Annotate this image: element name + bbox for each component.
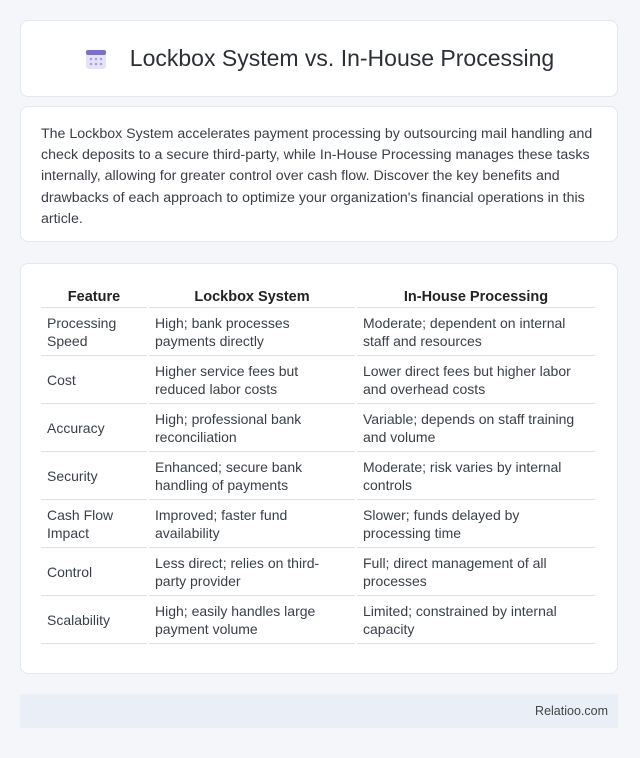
- calendar-icon: [84, 47, 108, 71]
- table-row: [41, 452, 595, 500]
- lockbox-cell: Higher service fees but reduced labor costs: [149, 356, 355, 404]
- lockbox-cell: Less direct; relies on third-party provider: [149, 548, 355, 596]
- table-row: [41, 548, 595, 596]
- inhouse-cell: Moderate; dependent on internal staff and resources: [357, 308, 595, 356]
- table-row: [41, 308, 595, 356]
- table-row: [41, 596, 595, 644]
- table-header-row: [41, 284, 595, 308]
- intro-card: [20, 106, 618, 242]
- comparison-table: [39, 284, 597, 644]
- feature-cell: Accuracy: [41, 404, 147, 452]
- header-lockbox: Lockbox System: [149, 284, 355, 308]
- lockbox-cell: High; bank processes payments directly: [149, 308, 355, 356]
- comparison-card: [20, 263, 618, 674]
- table-row: [41, 356, 595, 404]
- table-row: [41, 500, 595, 548]
- lockbox-cell: High; easily handles large payment volume: [149, 596, 355, 644]
- lockbox-cell: High; professional bank reconciliation: [149, 404, 355, 452]
- inhouse-cell: Lower direct fees but higher labor and overhead costs: [357, 356, 595, 404]
- feature-cell: Cash Flow Impact: [41, 500, 147, 548]
- feature-cell: Control: [41, 548, 147, 596]
- intro-text: The Lockbox System accelerates payment processing by outsourcing mail handling and check deposits to a secure third-party, while In-House Processing manages these tasks internally, allowing for greater control over cash flow. Discover the key benefits and drawbacks of each approach to optimize your organization's financial operations in this article.: [41, 126, 593, 227]
- page-title: Lockbox System vs. In-House Processing: [129, 45, 555, 71]
- inhouse-cell: Moderate; risk varies by internal controls: [357, 452, 595, 500]
- footer: [20, 694, 618, 728]
- feature-cell: Processing Speed: [41, 308, 147, 356]
- inhouse-cell: Limited; constrained by internal capacity: [357, 596, 595, 644]
- inhouse-cell: Variable; depends on staff training and volume: [357, 404, 595, 452]
- inhouse-cell: Full; direct management of all processes: [357, 548, 595, 596]
- footer-brand[interactable]: Relatioo.com: [535, 704, 608, 718]
- feature-cell: Security: [41, 452, 147, 500]
- inhouse-cell: Slower; funds delayed by processing time: [357, 500, 595, 548]
- feature-cell: Cost: [41, 356, 147, 404]
- header-feature: Feature: [41, 284, 147, 308]
- table-row: [41, 404, 595, 452]
- lockbox-cell: Enhanced; secure bank handling of payments: [149, 452, 355, 500]
- title-card: [20, 20, 618, 97]
- lockbox-cell: Improved; faster fund availability: [149, 500, 355, 548]
- feature-cell: Scalability: [41, 596, 147, 644]
- header-inhouse: In-House Processing: [357, 284, 595, 308]
